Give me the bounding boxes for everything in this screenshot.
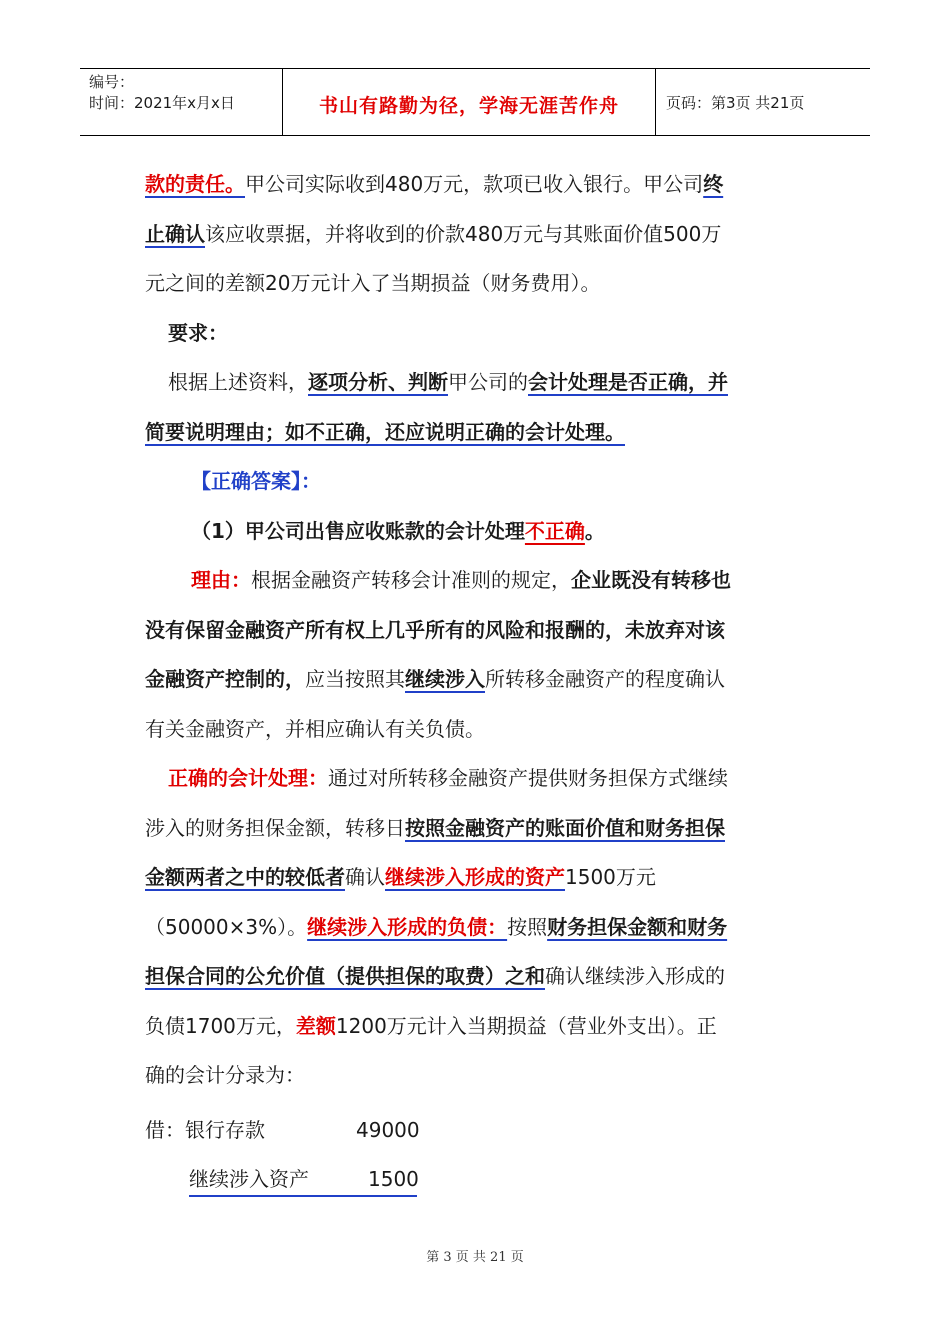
page-number-label: 页码：第3页 共21页 [666, 94, 805, 112]
text-segment: 企业既没有转移也 [571, 568, 731, 592]
page-header [80, 68, 870, 136]
document-body [145, 160, 805, 1101]
text-segment: 要求： [168, 320, 228, 345]
text-segment: 继续涉入 [405, 667, 485, 691]
text-line [145, 556, 805, 606]
text-segment: 款的责任。 [145, 172, 245, 196]
text-segment: 金额两者之中的较低者 [145, 865, 345, 889]
journal-entry-row-2 [189, 1164, 417, 1197]
text-segment: 该应收票据，并将收到的价款480万元与其账面价值500万 [205, 221, 722, 246]
text-line [145, 507, 805, 557]
text-segment: 涉入的财务担保金额，转移日 [145, 815, 405, 840]
header-meta-cell [80, 69, 283, 135]
text-segment: 【正确答案】： [191, 469, 321, 493]
text-segment: 简要说明理由；如不正确，还应说明正确的会计处理。 [145, 419, 625, 444]
debit-amount-bank: 49000 [356, 1118, 420, 1142]
text-segment: 没有保留金融资产所有权上几乎所有的风险和报酬的，未放弃对该 [145, 617, 725, 642]
debit-account-continuing: 继续涉入资产 [189, 1167, 309, 1191]
text-line [145, 903, 805, 953]
text-segment: 会计处理是否正确，并 [528, 370, 728, 394]
text-segment: 。 [584, 518, 605, 543]
text-segment: 通过对所转移金融资产提供财务担保方式继续 [328, 766, 728, 790]
text-segment: 应当按照其 [305, 667, 405, 691]
text-line [145, 1002, 805, 1052]
text-line [145, 606, 805, 656]
header-motto-cell [283, 69, 656, 135]
debit-account-bank: 银行存款 [185, 1118, 265, 1142]
text-line [145, 804, 805, 854]
text-line [145, 754, 805, 804]
text-line [145, 210, 805, 260]
text-segment: 按照 [507, 914, 548, 939]
text-segment: 1200万元计入当期损益（营业外支出）。正 [335, 1013, 717, 1038]
text-segment: 差额 [295, 1013, 336, 1038]
text-segment: 确认继续涉入形成的 [545, 964, 725, 988]
text-line [145, 952, 805, 1002]
text-line [145, 160, 805, 210]
debit-amount-continuing: 1500 [368, 1167, 419, 1191]
text-segment: （50000×3%）。 [145, 914, 308, 939]
text-segment: 按照金融资产的账面价值和财务担保 [405, 815, 725, 840]
text-segment: 根据金融资产转移会计准则的规定， [251, 568, 571, 592]
text-segment: 担保合同的公允价值（提供担保的取费）之和 [145, 964, 545, 988]
text-segment: 负债1700万元， [145, 1013, 296, 1038]
text-segment: 所转移金融资产的程度确认 [485, 667, 725, 691]
text-segment: 财务担保金额和财务 [547, 914, 728, 939]
doc-code-label: 编号： [89, 73, 135, 91]
text-line [145, 457, 805, 507]
text-segment: 正确的会计处理： [168, 766, 328, 790]
text-line [145, 358, 805, 408]
text-segment: 理由： [191, 568, 251, 592]
text-segment: 根据上述资料， [168, 370, 308, 394]
text-segment: 甲公司的 [448, 370, 528, 394]
text-segment: 终 [703, 172, 724, 196]
debit-prefix: 借： [145, 1118, 185, 1142]
text-segment: 甲公司实际收到480万元，款项已收入银行。甲公司 [245, 172, 704, 196]
text-segment: 逐项分析、判断 [308, 370, 448, 394]
text-segment: 继续涉入形成的负债： [307, 914, 508, 939]
text-segment: 有关金融资产，并相应确认有关负债。 [145, 716, 485, 741]
text-line [145, 853, 805, 903]
page-footer: 第 3 页 共 21 页 [426, 1250, 524, 1265]
text-segment: 元之间的差额20万元计入了当期损益（财务费用）。 [145, 271, 601, 295]
text-line [145, 1051, 805, 1101]
text-segment: （1）甲公司出售应收账款的会计处理 [191, 518, 525, 543]
text-segment: 止确认 [145, 221, 205, 246]
text-line [145, 655, 805, 705]
header-motto: 书山有路勤为径，学海无涯苦作舟 [318, 95, 619, 117]
text-segment: 确的会计分录为： [145, 1063, 305, 1087]
header-page-cell [656, 69, 870, 135]
doc-date-label: 时间：2021年x月x日 [89, 94, 235, 112]
text-segment: 金融资产控制的， [145, 667, 305, 691]
text-line [145, 408, 805, 458]
journal-entry-debit-row [145, 1115, 265, 1145]
text-segment: 不正确 [524, 518, 585, 543]
text-line [145, 259, 805, 309]
text-line [145, 705, 805, 755]
text-line [145, 309, 805, 359]
text-segment: 继续涉入形成的资产 [385, 865, 565, 889]
text-segment: 确认 [345, 865, 385, 889]
text-segment: 1500万元 [565, 865, 656, 889]
